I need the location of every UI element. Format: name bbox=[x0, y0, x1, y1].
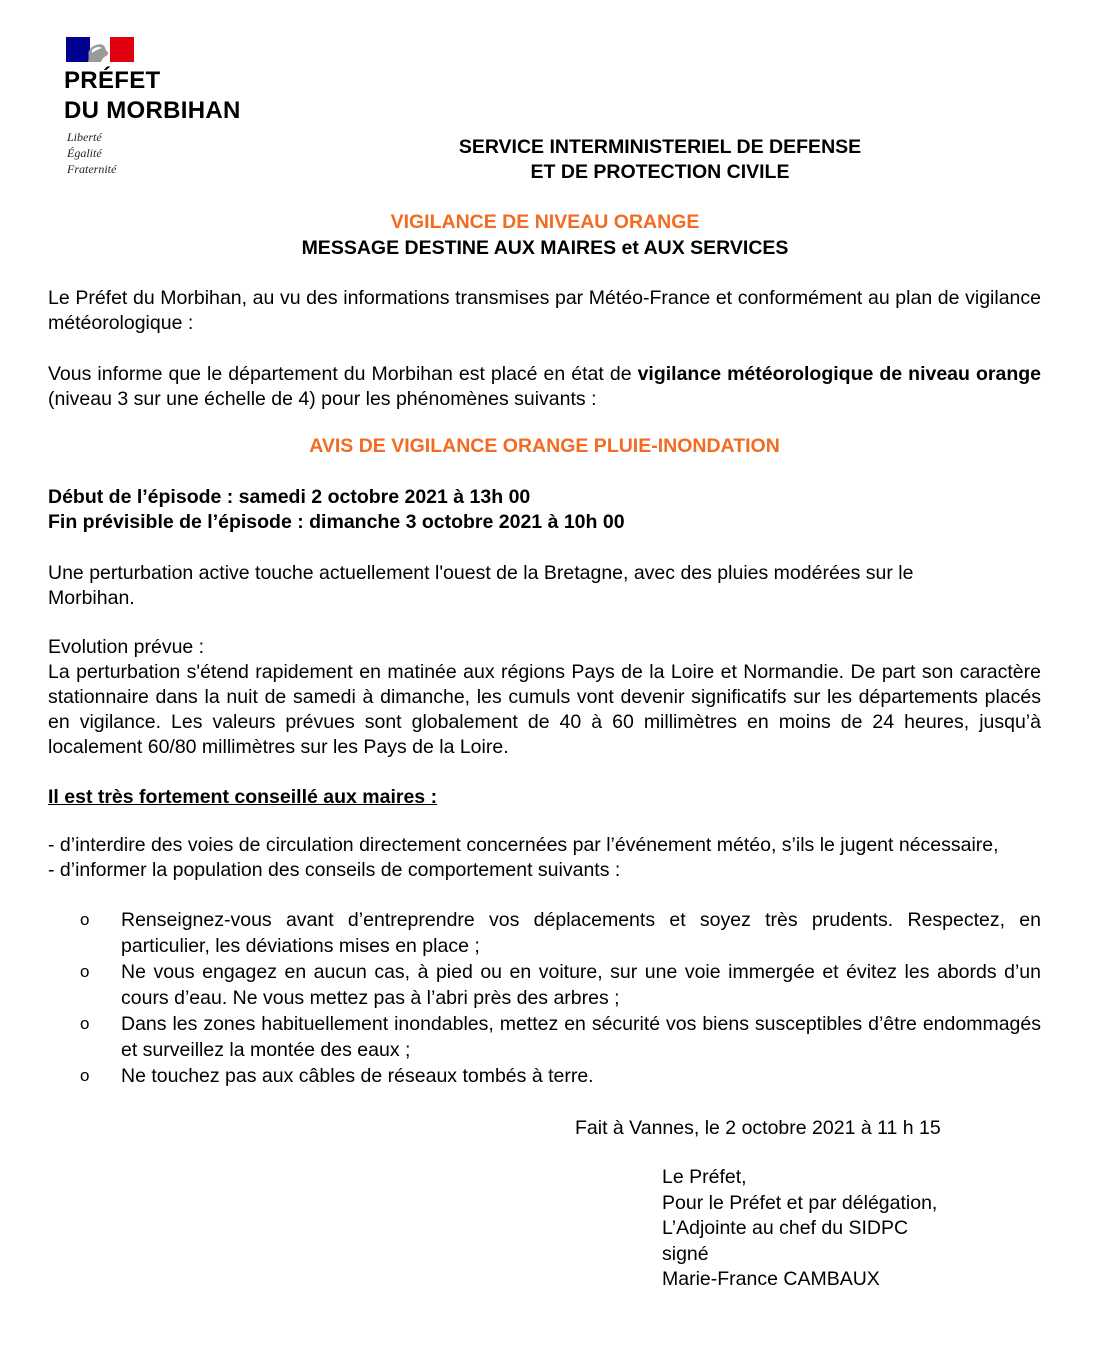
advice-list bbox=[76, 907, 1041, 1089]
brand-line-2: DU MORBIHAN bbox=[64, 97, 241, 124]
avis-heading: AVIS DE VIGILANCE ORANGE PLUIE-INONDATION bbox=[309, 435, 780, 457]
motto-egalite: Égalité bbox=[67, 146, 102, 160]
motto-liberte: Liberté bbox=[67, 130, 102, 144]
advice-text: Ne touchez pas aux câbles de réseaux tombés à terre. bbox=[121, 1065, 594, 1087]
bullet-mark: o bbox=[80, 1014, 90, 1033]
episode-dates bbox=[48, 485, 1041, 535]
advice-text: Dans les zones habituellement inondables, mettez en sécurité vos biens susceptibles d’être endommagés et surveillez la montée des eaux ; bbox=[121, 1013, 1041, 1061]
episode-start: Début de l’épisode : samedi 2 octobre 2021 à 13h 00 bbox=[48, 486, 531, 508]
document-title bbox=[260, 209, 830, 261]
inform-paragraph bbox=[48, 362, 1041, 412]
evolution-text: La perturbation s'étend rapidement en matinée aux régions Pays de la Loire et Normandie. De part son caractère stationnaire dans la nuit de samedi à dimanche, les cumuls vont devenir significatifs sur les départements placés en vigilance. Les valeurs prévues sont globalement de 40 à 60 millimètres en moins de 24 heures, jusqu’à localement 60/80 millimètres sur les Pays de la Loire. bbox=[48, 661, 1041, 758]
list-item bbox=[76, 1011, 1041, 1063]
republic-motto bbox=[67, 129, 116, 177]
evolution-section bbox=[48, 635, 1041, 760]
conseil-line-1: - d’interdire des voies de circulation directement concernées par l’événement météo, s’ils le jugent nécessaire, bbox=[48, 834, 999, 856]
signature-line: Pour le Préfet et par délégation, bbox=[662, 1191, 938, 1214]
motto-fraternite: Fraternité bbox=[67, 162, 117, 176]
signature-line: Le Préfet, bbox=[662, 1166, 747, 1188]
vigilance-level-title: VIGILANCE DE NIVEAU ORANGE bbox=[390, 211, 700, 233]
evolution-label: Evolution prévue : bbox=[48, 636, 205, 658]
perturbation-paragraph: Une perturbation active touche actuellement l'ouest de la Bretagne, avec des pluies modérées sur le Morbihan. bbox=[48, 562, 914, 609]
message-recipients-title: MESSAGE DESTINE AUX MAIRES et AUX SERVICES bbox=[301, 237, 789, 259]
conseil-lines bbox=[48, 833, 1041, 883]
service-line-1: SERVICE INTERMINISTERIEL DE DEFENSE bbox=[458, 136, 862, 158]
list-item bbox=[76, 959, 1041, 1011]
inform-text-after: (niveau 3 sur une échelle de 4) pour les phénomènes suivants : bbox=[48, 388, 597, 410]
brand-name bbox=[64, 66, 241, 126]
list-item bbox=[76, 1063, 1041, 1089]
episode-end: Fin prévisible de l’épisode : dimanche 3 octobre 2021 à 10h 00 bbox=[48, 511, 625, 533]
intro-paragraph: Le Préfet du Morbihan, au vu des informations transmises par Météo-France et conformément au plan de vigilance météorologique : bbox=[48, 287, 1041, 334]
signature-block bbox=[662, 1165, 937, 1293]
signature-line: signé bbox=[662, 1242, 709, 1265]
brand-line-1: PRÉFET bbox=[64, 67, 161, 94]
bullet-mark: o bbox=[80, 962, 90, 981]
signature-line: L’Adjointe au chef du SIDPC bbox=[662, 1217, 909, 1239]
inform-text-bold: vigilance météorologique de niveau orange bbox=[637, 363, 1041, 385]
advice-text: Renseignez-vous avant d’entreprendre vos déplacements et soyez très prudents. Respectez, en particulier, les déviations mises en place ; bbox=[121, 909, 1041, 957]
service-line-2: ET DE PROTECTION CIVILE bbox=[530, 161, 790, 183]
conseil-line-2: - d’informer la population des conseils de comportement suivants : bbox=[48, 859, 621, 881]
inform-text-before: Vous informe que le département du Morbihan est placé en état de bbox=[48, 363, 638, 385]
place-date-line: Fait à Vannes, le 2 octobre 2021 à 11 h 15 bbox=[575, 1117, 941, 1139]
bullet-mark: o bbox=[80, 1066, 90, 1085]
signatory-name: Marie-France CAMBAUX bbox=[662, 1268, 880, 1290]
advice-text: Ne vous engagez en aucun cas, à pied ou en voiture, sur une voie immergée et évitez les abords d’un cours d’eau. Ne vous mettez pas à l’abri près des arbres ; bbox=[121, 961, 1041, 1009]
marianne-logo-icon bbox=[66, 37, 134, 62]
bullet-mark: o bbox=[80, 910, 90, 929]
conseil-heading: Il est très fortement conseillé aux maires : bbox=[48, 786, 438, 808]
list-item bbox=[76, 907, 1041, 959]
service-heading bbox=[430, 135, 890, 185]
